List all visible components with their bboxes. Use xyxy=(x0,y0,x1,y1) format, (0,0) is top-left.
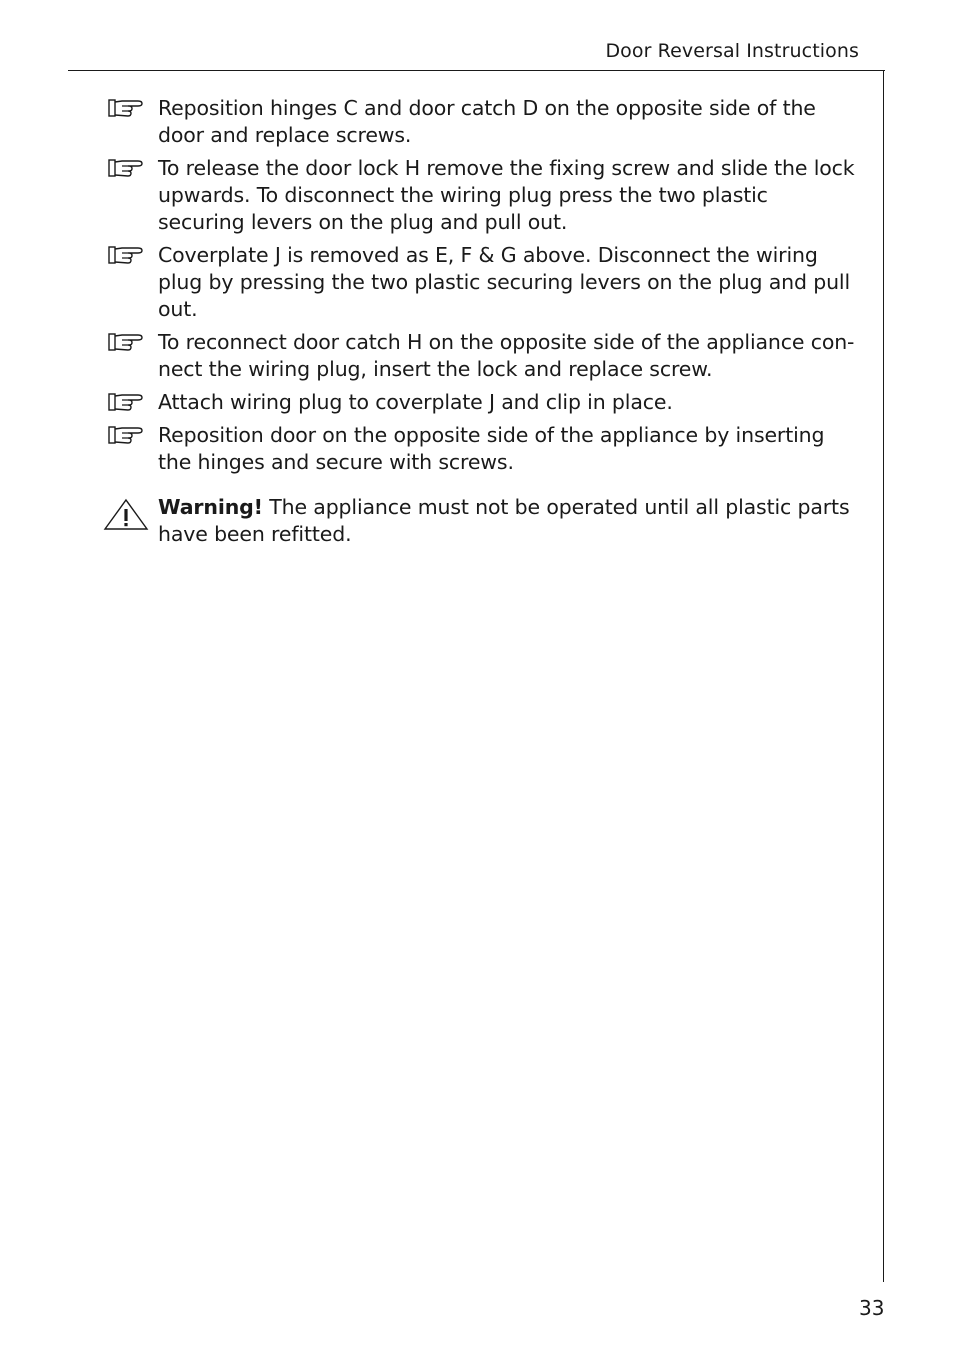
pointing-hand-icon xyxy=(100,329,158,356)
warning-triangle-icon xyxy=(100,494,158,532)
warning-label: Warning! xyxy=(158,495,263,519)
header-rule xyxy=(68,70,885,71)
pointing-hand-icon xyxy=(100,155,158,182)
pointing-hand-icon xyxy=(100,242,158,269)
step-text: Reposition door on the opposite side of the appliance by inserting the hinges and secure with screws. xyxy=(158,423,825,474)
instruction-step xyxy=(100,422,860,476)
warning-message: The appliance must not be operated until all plastic parts have been refitted. xyxy=(158,495,850,546)
instruction-step xyxy=(100,389,860,416)
warning-note xyxy=(100,494,860,548)
instruction-step xyxy=(100,242,860,323)
pointing-hand-icon xyxy=(100,389,158,416)
instructions-body xyxy=(100,95,860,548)
instruction-step xyxy=(100,329,860,383)
step-text: Coverplate J is removed as E, F & G above. Disconnect the wiring plug by pressing the two plastic securing levers on the plug and pull out. xyxy=(158,243,851,321)
instruction-step xyxy=(100,95,860,149)
header-title: Door Reversal Instructions xyxy=(605,40,859,62)
step-text: To reconnect door catch H on the opposite side of the appliance con-nect the wiring plug, insert the lock and replace screw. xyxy=(158,330,855,381)
right-margin-rule xyxy=(883,70,884,1282)
warning-text xyxy=(158,494,860,548)
step-text: Attach wiring plug to coverplate J and clip in place. xyxy=(158,390,673,414)
step-text: Reposition hinges C and door catch D on the opposite side of the door and replace screws. xyxy=(158,96,816,147)
step-text: To release the door lock H remove the fixing screw and slide the lock upwards. To disconnect the wiring plug press the two plastic securing levers on the plug and pull out. xyxy=(158,156,855,234)
pointing-hand-icon xyxy=(100,95,158,122)
pointing-hand-icon xyxy=(100,422,158,449)
page-number: 33 xyxy=(859,1296,885,1320)
instruction-step xyxy=(100,155,860,236)
